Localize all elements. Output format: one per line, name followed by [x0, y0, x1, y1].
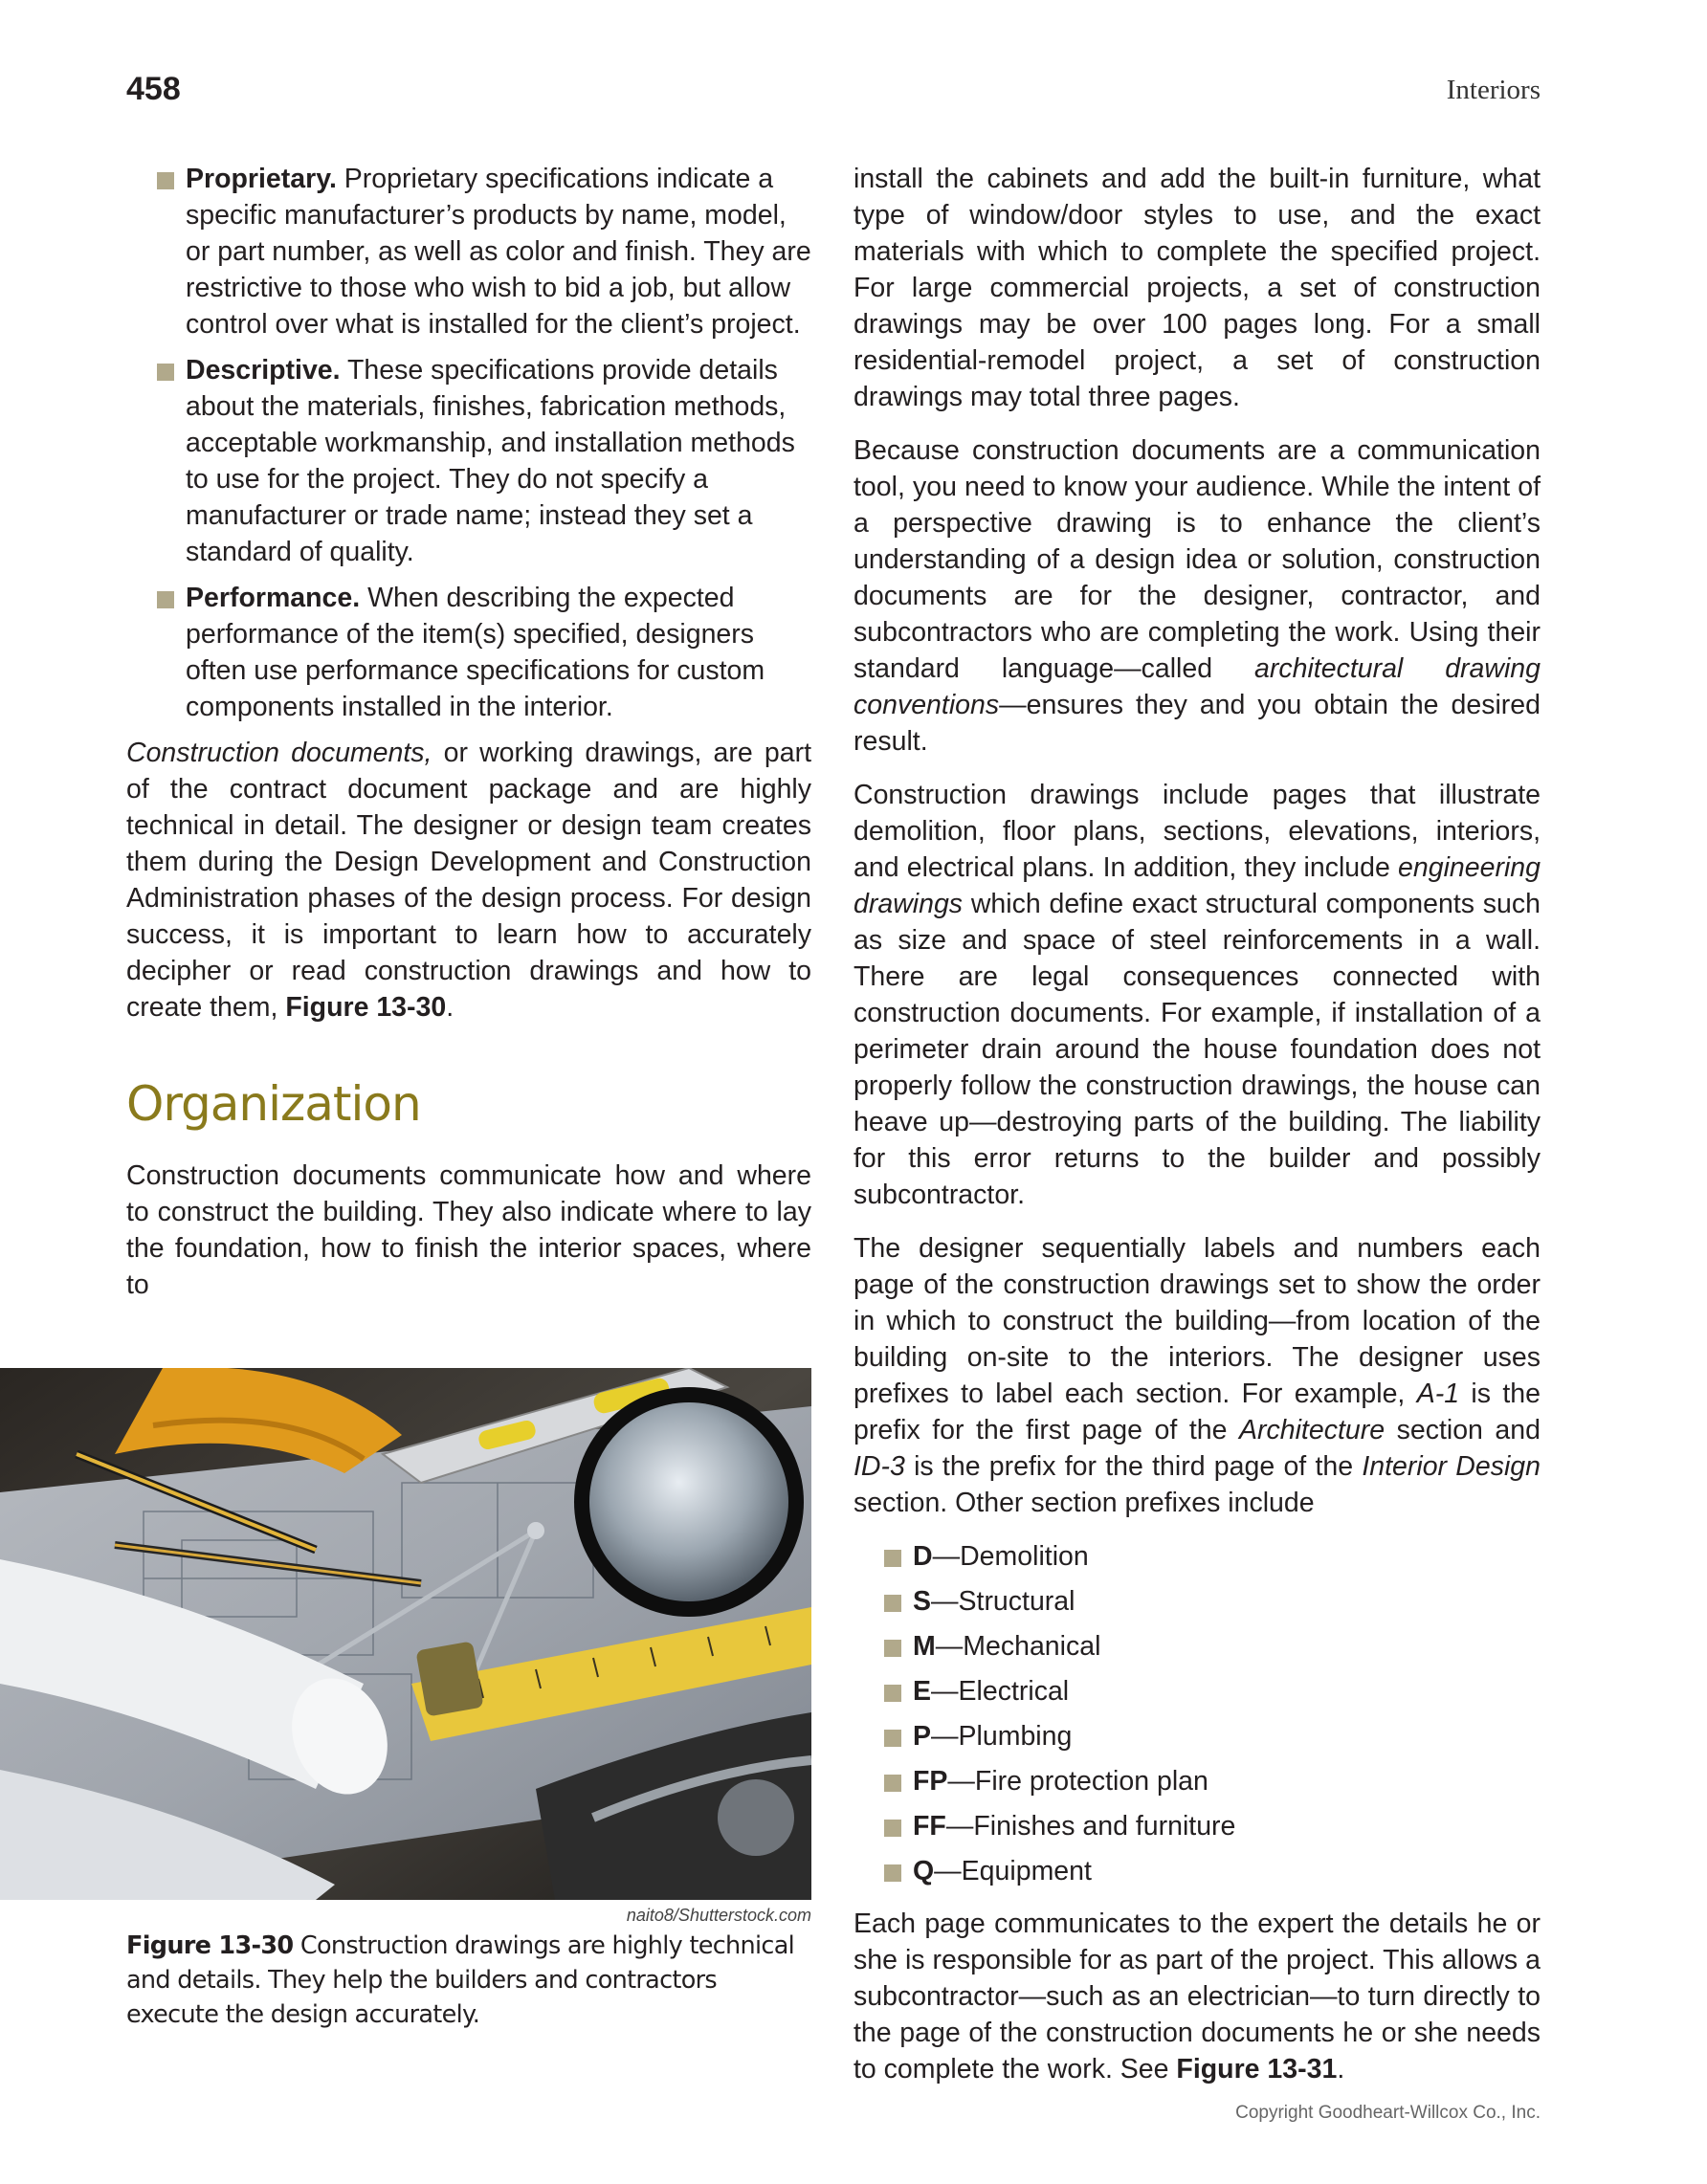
right-column [854, 161, 1541, 2105]
paragraph-text: or working drawings, are part of the contract document package and are highly technical in detail. The designer or design team creates them during the Design Development and Construction Administration phases of the design process. For design success, it is important to learn how to accurately decipher or read construction drawings and how to create them, [126, 738, 811, 1023]
key-term: engineering drawings [854, 852, 1541, 919]
list-item-term: Proprietary. [186, 164, 337, 194]
figure-caption [126, 1929, 796, 2032]
paragraph [854, 432, 1541, 760]
prefix-label: —Finishes and furniture [945, 1811, 1236, 1842]
list-item [913, 1628, 1541, 1673]
figure-reference: Figure 13-31 [1176, 2054, 1338, 2085]
section-name: Interior Design [1362, 1451, 1541, 1482]
prefix-label: —Demolition [932, 1541, 1089, 1572]
square-bullet-icon [884, 1864, 901, 1882]
left-column [126, 161, 811, 1320]
square-bullet-icon [157, 591, 174, 608]
figure-photo [0, 1368, 811, 1900]
prefix-code: M [913, 1631, 936, 1662]
prefix-label: —Equipment [934, 1856, 1092, 1886]
section-heading: Organization [126, 1076, 421, 1132]
square-bullet-icon [884, 1820, 901, 1837]
key-term: Construction documents, [126, 738, 432, 768]
list-item [186, 352, 811, 570]
key-term: architectural drawing conventions [854, 653, 1541, 720]
list-item-text: Proprietary specifications indicate a specific manufacturer’s products by name, model, or part number, as well as color and finish. They are restrictive to those who wish to bid a job, but allow control over what is installed for the client’s project. [186, 164, 811, 340]
paragraph-text: Each page communicates to the expert the details he or she is responsible for as part of the project. This allows a subcontractor—such as an electrician—to turn directly to the page of the construction documents he or she needs to complete the work. See [854, 1908, 1541, 2085]
square-bullet-icon [884, 1595, 901, 1612]
paragraph-text: . [446, 992, 454, 1023]
prefix-label: —Electrical [931, 1676, 1070, 1707]
square-bullet-icon [884, 1730, 901, 1747]
paragraph [854, 1230, 1541, 1521]
list-item [913, 1718, 1541, 1763]
list-item [913, 1808, 1541, 1853]
specification-types-list [126, 161, 811, 725]
prefix-label: —Mechanical [935, 1631, 1101, 1662]
list-item-text: These specifications provide details about the materials, finishes, fabrication methods, acceptable workmanship, and installation methods to use for the project. They do not specify a manufacturer or trade name; instead they set a standard of quality. [186, 355, 795, 567]
list-item [913, 1538, 1541, 1583]
figure-label: Figure 13-30 [126, 1931, 294, 1960]
paragraph-text: section and [1385, 1415, 1541, 1445]
list-item-text: When describing the expected performance of the item(s) specified, designers often use performance specifications for custom components installed in the interior. [186, 583, 765, 722]
square-bullet-icon [884, 1550, 901, 1567]
list-item [913, 1853, 1541, 1898]
photo-credit: naito8/Shutterstock.com [626, 1906, 811, 1925]
paragraph-text: . [1337, 2054, 1345, 2085]
figure-reference: Figure 13-30 [285, 992, 447, 1023]
list-item [913, 1763, 1541, 1808]
prefix-code: FP [913, 1766, 948, 1797]
copyright-notice: Copyright Goodheart-Willcox Co., Inc. [1235, 2103, 1541, 2123]
list-item [913, 1583, 1541, 1628]
paragraph-text: Construction drawings include pages that illustrate demolition, floor plans, sections, elevations, interiors, and electrical plans. In addition, they include [854, 780, 1541, 883]
paragraph-text: —ensures they and you obtain the desired result. [854, 690, 1541, 757]
construction-drawings-photo [0, 1368, 811, 1900]
paragraph-text: section. Other section prefixes include [854, 1488, 1315, 1518]
prefix-code: Q [913, 1856, 935, 1886]
paragraph [854, 1906, 1541, 2087]
caption-text: Construction drawings are highly technical and details. They help the builders and contractors execute the design accurately. [126, 1931, 795, 2029]
square-bullet-icon [157, 172, 174, 189]
list-item [186, 161, 811, 342]
paragraph-text: is the prefix for the first page of the [854, 1379, 1541, 1445]
prefix-label: —Fire protection plan [947, 1766, 1208, 1797]
paragraph-text: Because construction documents are a communication tool, you need to know your audience. While the intent of a perspective drawing is to enhance the client’s understanding of a design idea or solution, construction documents are for the designer, contractor, and subcontractors who are completing the work. Using their standard language—called [854, 435, 1541, 684]
page-number: 458 [126, 71, 181, 107]
prefix-label: —Plumbing [931, 1721, 1073, 1752]
list-item [913, 1673, 1541, 1718]
list-item [186, 580, 811, 725]
square-bullet-icon [884, 1640, 901, 1657]
section-prefix-list [854, 1538, 1541, 1898]
paragraph-text: The designer sequentially labels and numbers each page of the construction drawings set to show the order in which to construct the building—from location of the building on-site to the interiors. The designer uses prefixes to label each section. For example, [854, 1233, 1541, 1409]
paragraph: Construction documents communicate how and where to construct the building. They also indicate where to lay the foundation, how to finish the interior spaces, where to [126, 1160, 811, 1300]
square-bullet-icon [884, 1685, 901, 1702]
prefix-code: P [913, 1721, 932, 1752]
section-name: Architecture [1239, 1415, 1386, 1445]
prefix-example: A-1 [1416, 1379, 1460, 1409]
list-item-term: Performance. [186, 583, 361, 613]
paragraph-text: is the prefix for the third page of the [904, 1451, 1363, 1482]
paragraph [854, 777, 1541, 1213]
paragraph: install the cabinets and add the built-in furniture, what type of window/door styles to use, and the exact materials with which to complete the specified project. For large commercial projects, a set of construction drawings may be over 100 pages long. For a small residential-remodel project, a set of construction drawings may total three pages. [854, 164, 1541, 412]
running-head: Interiors [1446, 75, 1541, 105]
prefix-code: E [913, 1676, 932, 1707]
square-bullet-icon [157, 364, 174, 381]
prefix-label: —Structural [931, 1586, 1075, 1617]
list-item-term: Descriptive. [186, 355, 341, 386]
prefix-example: ID-3 [854, 1451, 905, 1482]
paragraph [126, 735, 811, 1026]
prefix-code: D [913, 1541, 933, 1572]
square-bullet-icon [884, 1775, 901, 1792]
paragraph-text: which define exact structural components such as size and space of steel reinforcements in a wall. There are legal consequences connected with construction documents. For example, if installation of a perimeter drain around the house foundation does not properly follow the construction drawings, the house can heave up—destroying parts of the building. The liability for this error returns to the builder and possibly subcontractor. [854, 889, 1541, 1210]
prefix-code: S [913, 1586, 932, 1617]
prefix-code: FF [913, 1811, 946, 1842]
